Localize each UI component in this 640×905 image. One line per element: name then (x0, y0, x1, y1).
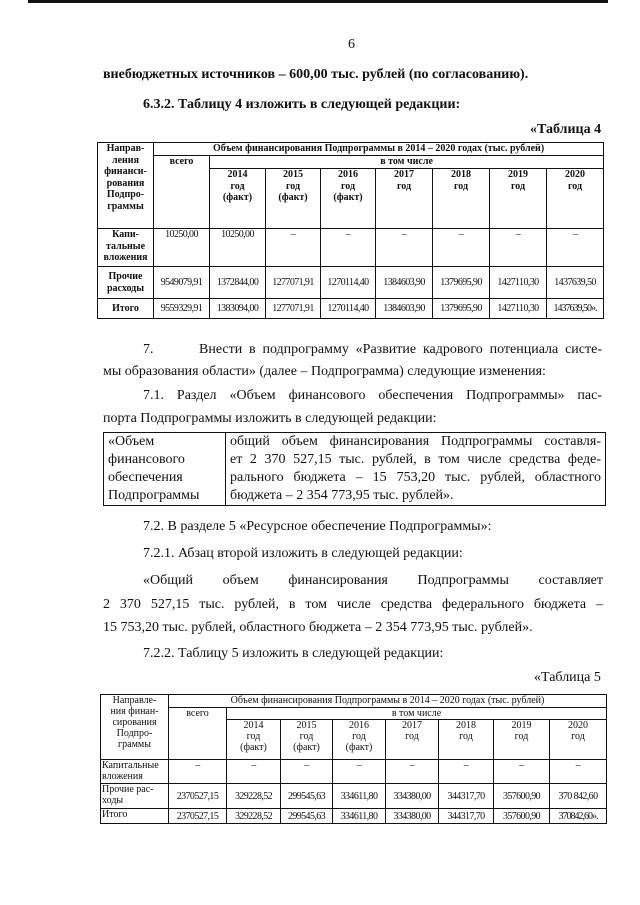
paragraph-7-line-2: мы образования области» (далее – Подпрограмма) следующие изменения: (103, 364, 546, 379)
table-4-cell: 1384603,90 (376, 267, 433, 299)
table-4-year-2018: 2018 год (433, 169, 490, 229)
quote-line-1: «Общий объем финансирования Подпрограммы составляет (143, 573, 603, 588)
paragraph-extrabudget: внебюджетных источников – 600,00 тыс. рублей (по согласованию). (103, 67, 529, 82)
table-4-cell: 1427110,30 (490, 299, 547, 319)
passport-box-label: «Объем финансового обеспечения Подпрограммы (104, 433, 226, 506)
page-number: 6 (348, 37, 355, 52)
table-5-cell: 2370527,15 (169, 784, 227, 809)
table-4-row-label: Итого (98, 299, 154, 319)
table-5-cell: 370842,60». (550, 809, 607, 824)
table-4 (97, 142, 604, 319)
table-row (98, 267, 604, 299)
table-4-cell: – (490, 229, 547, 267)
paragraph-6-3-2: 6.3.2. Таблицу 4 изложить в следующей редакции: (143, 97, 461, 112)
table-4-year-2019: 2019 год (490, 169, 547, 229)
table-4-cell: 1383094,00 (210, 299, 266, 319)
table-5-cell: 299545,63 (281, 784, 333, 809)
table-5-cell: 357600,90 (494, 784, 550, 809)
table-5-cell: – (333, 760, 386, 784)
table-4-cell: 1437639,50 (547, 267, 604, 299)
table-5-cell: – (386, 760, 439, 784)
table-4-head-including: в том числе (210, 156, 604, 169)
paragraph-7-line-1: Внести в подпрограмму «Развитие кадрового потенциала систе- (199, 342, 602, 357)
table-5-row-label: Прочие рас- ходы (101, 784, 169, 809)
table-4-cell: 1372844,00 (210, 267, 266, 299)
table-5 (100, 694, 607, 824)
table-row (101, 784, 607, 809)
table-4-year-2020: 2020 год (547, 169, 604, 229)
passport-box-line: ет 2 370 527,15 тыс. рублей, в том числе средства феде- (230, 452, 601, 467)
table-row (98, 299, 604, 319)
table-5-cell: 344317,70 (439, 784, 494, 809)
table-4-cell: 1379695,90 (433, 267, 490, 299)
paragraph-7-2-2: 7.2.2. Таблицу 5 изложить в следующей редакции: (143, 646, 444, 661)
table-5-cell: 357600,90 (494, 809, 550, 824)
table-4-head-volume: Объем финансирования Подпрограммы в 2014 – 2020 годах (тыс. рублей) (154, 143, 604, 156)
table-4-cell: – (376, 229, 433, 267)
table-4-cell: 1427110,30 (490, 267, 547, 299)
quote-line-2: 2 370 527,15 тыс. рублей, в том числе средства федерального бюджета – (103, 597, 603, 612)
table-5-cell: 344317,70 (439, 809, 494, 824)
table-5-row-label: Итого (101, 809, 169, 824)
table-5-cell: 334380,00 (386, 809, 439, 824)
table-5-cell: 334611,80 (333, 784, 386, 809)
table-row (101, 809, 607, 824)
paragraph-7-1-line-1: 7.1. Раздел «Объем финансового обеспечения Подпрограммы» пас- (143, 388, 602, 403)
table-5-head-including: в том числе (227, 708, 607, 720)
table-row (101, 760, 607, 784)
table-5-year-2014: 2014 год (факт) (227, 720, 281, 760)
table-5-cell: – (227, 760, 281, 784)
table-5-caption: «Таблица 5 (534, 670, 601, 685)
table-row (98, 229, 604, 267)
table-4-cell: – (321, 229, 376, 267)
table-4-row-label: Капи- тальные вложения (98, 229, 154, 267)
table-5-head-direction: Направле- ния финан- сирования Подпро- граммы (101, 695, 169, 760)
table-5-year-2020: 2020 год (550, 720, 607, 760)
table-4-cell: – (547, 229, 604, 267)
passport-box-line: рального бюджета – 15 753,20 тыс. рублей, областного (230, 470, 601, 485)
table-4-cell: 1437639,50». (547, 299, 604, 319)
passport-box (103, 432, 606, 506)
table-5-cell: – (439, 760, 494, 784)
table-5-head-volume: Объем финансирования Подпрограммы в 2014 – 2020 годах (тыс. рублей) (169, 695, 607, 708)
table-5-year-2016: 2016 год (факт) (333, 720, 386, 760)
table-4-cell: 9559329,91 (154, 299, 210, 319)
table-4-cell: 10250,00 (210, 229, 266, 267)
table-5-cell: 329228,52 (227, 809, 281, 824)
table-5-cell: 299545,63 (281, 809, 333, 824)
table-4-year-2017: 2017 год (376, 169, 433, 229)
table-4-year-2015: 2015 год (факт) (266, 169, 321, 229)
table-5-year-2018: 2018 год (439, 720, 494, 760)
table-5-year-2017: 2017 год (386, 720, 439, 760)
table-4-head-direction: Направ- ления финанси- рования Подпро- граммы (98, 143, 154, 229)
table-4-cell: 10250,00 (154, 229, 210, 267)
table-5-cell: 334380,00 (386, 784, 439, 809)
paragraph-7-number: 7. (143, 342, 154, 357)
passport-box-text (226, 433, 606, 506)
table-5-cell: 329228,52 (227, 784, 281, 809)
table-4-cell: 1277071,91 (266, 299, 321, 319)
table-5-cell: 370 842,60 (550, 784, 607, 809)
paragraph-7-2: 7.2. В разделе 5 «Ресурсное обеспечение Подпрограммы»: (143, 519, 492, 534)
table-4-cell: – (266, 229, 321, 267)
table-5-cell: 334611,80 (333, 809, 386, 824)
paragraph-7-2-1: 7.2.1. Абзац второй изложить в следующей редакции: (143, 546, 463, 561)
table-5-cell: – (494, 760, 550, 784)
table-4-year-2016: 2016 год (факт) (321, 169, 376, 229)
table-5-cell: 2370527,15 (169, 809, 227, 824)
table-4-cell: 1270114,40 (321, 267, 376, 299)
table-4-head-total: всего (154, 156, 210, 229)
table-5-cell: – (550, 760, 607, 784)
table-4-year-2014: 2014 год (факт) (210, 169, 266, 229)
passport-box-line: общий объем финансирования Подпрограммы составля- (230, 434, 601, 449)
quote-line-3: 15 753,20 тыс. рублей, областного бюджета – 2 354 773,95 тыс. рублей». (103, 620, 533, 635)
table-4-caption: «Таблица 4 (530, 122, 602, 137)
passport-box-line-last: бюджета – 2 354 773,95 тыс. рублей». (230, 488, 454, 503)
table-5-head-total: всего (169, 708, 227, 760)
table-4-cell: – (433, 229, 490, 267)
table-5-cell: – (169, 760, 227, 784)
table-5-year-2015: 2015 год (факт) (281, 720, 333, 760)
paragraph-7-1-line-2: порта Подпрограммы изложить в следующей редакции: (103, 411, 437, 426)
table-5-row-label: Капитальные вложения (101, 760, 169, 784)
table-4-cell: 1270114,40 (321, 299, 376, 319)
table-4-cell: 1379695,90 (433, 299, 490, 319)
table-4-cell: 1277071,91 (266, 267, 321, 299)
top-border-line (28, 0, 608, 3)
table-4-cell: 1384603,90 (376, 299, 433, 319)
table-4-cell: 9549079,91 (154, 267, 210, 299)
table-5-year-2019: 2019 год (494, 720, 550, 760)
table-4-row-label: Прочие расходы (98, 267, 154, 299)
table-5-cell: – (281, 760, 333, 784)
